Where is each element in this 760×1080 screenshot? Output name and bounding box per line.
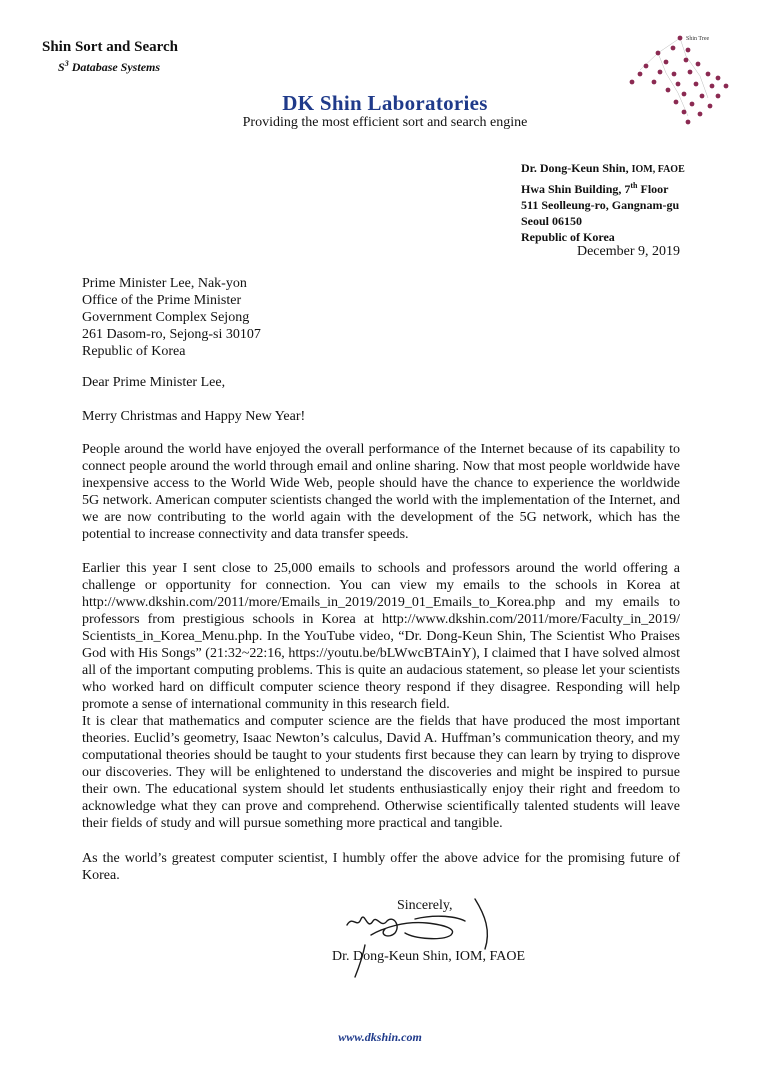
shin-tree-logo xyxy=(618,28,733,133)
recipient-line: Government Complex Sejong xyxy=(82,310,250,325)
logo-label: Shin Tree xyxy=(686,36,710,42)
sender-name-line: Dr. Dong-Keun Shin, IOM, FAOE xyxy=(521,161,685,175)
body-paragraph-1: People around the world have enjoyed the overall performance of the Internet because of its capability to connect people around the world through email and online sharing. Now that most people worldwide have inexpensive access to the World Wide Web, people should have the chance to experience the worldwide 5G network. American computer scientists changed the world with the implementation of the Internet, and we are now contributing to the world again with the development of the 5G network, which has the potential to increase connectivity and data transfer speeds. xyxy=(82,442,680,542)
recipient-address xyxy=(82,275,261,360)
recipient-line: Republic of Korea xyxy=(82,344,186,359)
letter-date: December 9, 2019 xyxy=(576,244,680,259)
body-paragraph-4: As the world’s greatest computer scientist, I humbly offer the above advice for the promising future of Korea. xyxy=(82,851,680,883)
body-paragraph-2: Earlier this year I sent close to 25,000 emails to schools and professors around the world offering a challenge or opportunity for connection. You can view my emails to the schools in Korea at http://www.dkshin.com/2011/more/Emails_in_2019/2019_01_Emails_to_Korea.php and my emails to professors from prestigious schools in Korea at http://www.dkshin.com/2011/more/Faculty_in_2019/ Scientists_in_Korea_Menu.php. In the YouTube video, “Dr. Dong-Keun Shin, The Scientist Who Praises God with His Songs” (21:32~22:16, https://youtu.be/bLWwcBTAinY), I claimed that I have solved almost all of the important computing problems. This is quite an audacious statement, so please let your scientists who worked hard on difficult computer science theory respond if they disagree. Responding will help promote a sense of international community in this research field. xyxy=(82,561,680,712)
sender-address xyxy=(521,160,685,245)
logo-dots xyxy=(630,36,729,125)
sender-country: Republic of Korea xyxy=(521,230,615,244)
recipient-line: 261 Dasom-ro, Sejong-si 30107 xyxy=(82,327,261,342)
sender-city: Seoul 06150 xyxy=(521,214,583,228)
lab-tagline: Providing the most efficient sort and search engine xyxy=(242,115,528,130)
letterhead-left xyxy=(42,38,178,75)
recipient-line: Prime Minister Lee, Nak-yon xyxy=(82,276,247,291)
body-paragraph-3: It is clear that mathematics and computer science are the fields that have produced the most important theories. Euclid’s geometry, Isaac Newton’s calculus, David A. Huffman’s communication theory, and my computational theories should be taught to your students first because they can learn by trying to disprove our discoveries. They will be enlightened to understand the discoveries and might be inspired to pursue their own. The educational system should let students enthusiastically enjoy their right and freedom to acknowledge what they can prove and comprehend. Otherwise scientifically talented students will leave their fields of study and will pursue something more practical and tangible. xyxy=(82,714,680,831)
closing: Sincerely, xyxy=(397,898,453,913)
company-name: Shin Sort and Search xyxy=(42,39,179,55)
database-subtitle: $S^3$ Database Systems xyxy=(58,59,161,74)
website-footer[interactable]: www.dkshin.com xyxy=(338,1030,422,1044)
signature-name: Dr. Dong-Keun Shin, IOM, FAOE xyxy=(332,949,526,964)
salutation: Dear Prime Minister Lee, xyxy=(82,375,226,390)
handwritten-signature xyxy=(335,895,495,985)
recipient-line: Office of the Prime Minister xyxy=(82,293,242,308)
sender-building-line: Hwa Shin Building, 7th Floor xyxy=(521,181,669,196)
lab-name: DK Shin Laboratories xyxy=(282,91,488,115)
sender-street: 511 Seolleung-ro, Gangnam-gu xyxy=(521,198,680,212)
greeting: Merry Christmas and Happy New Year! xyxy=(82,409,306,424)
